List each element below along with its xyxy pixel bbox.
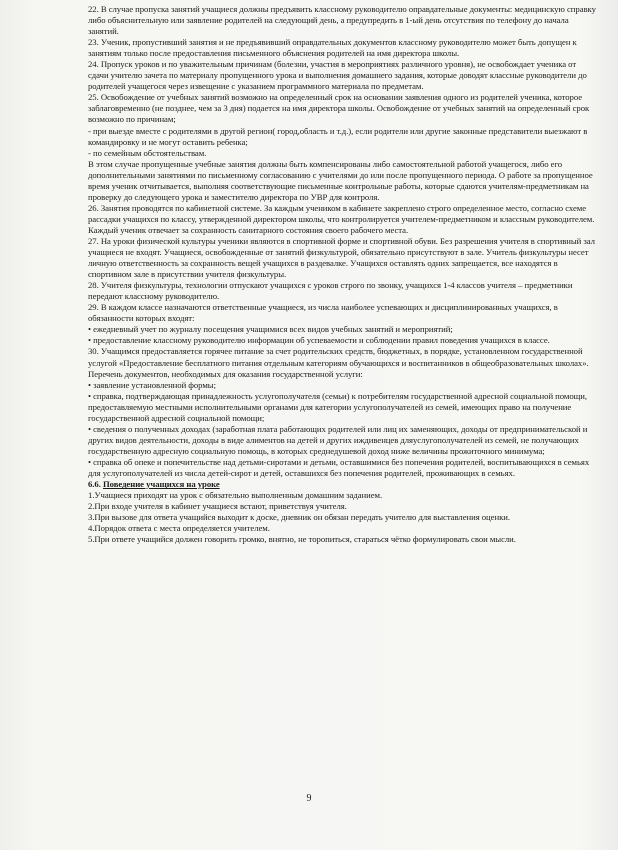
section-item-4: 4.Порядок ответа с места определяется учителем.: [88, 523, 270, 534]
paragraph-29-bullet-2: • предоставление классному руководителю информации об успеваемости и соблюдении правил поведения учащихся в классе.: [88, 335, 550, 346]
paragraph-25: 25. Освобождение от учебных занятий возможно на определенный срок на основании заявления одного из родителей ученика, которое заблаговременно (не позднее, чем за 3 дня) подается на имя директора школы. Освобождение от учебных занятий на определенный срок возможно по причинам;: [88, 92, 590, 125]
section-item-1: 1.Учащиеся приходят на урок с обязательно выполненным домашним заданием.: [88, 490, 383, 501]
section-item-5: 5.При ответе учащийся должен говорить громко, внятно, не торопиться, стараться чётко формулировать свои мысли.: [88, 534, 516, 545]
paragraph-25-reason-family: - по семейным обстоятельствам.: [88, 147, 207, 158]
page-number: 9: [306, 793, 312, 804]
paragraph-documents-list-intro: Перечень документов, необходимых для оказания государственной услуги:: [88, 368, 363, 379]
section-heading: [88, 479, 596, 490]
section-number: 6.6.: [88, 479, 101, 490]
documents-bullet-2: • справка, подтверждающая принадлежность услугополучателя (семьи) к потребителям государственной адресной социальной помощи, предоставляемую местными исполнительными органами для категории услугополучателей из семей, имеющих право на получение государственной адресной социальной помощи;: [88, 390, 587, 423]
paragraph-28: 28. Учителя физкультуры, технологии отпускают учащихся с уроков строго по звонку, учащихся 1-4 классов учителя – предметники передают классному руководителю.: [88, 280, 573, 302]
documents-bullet-4: • справка об опеке и попечительстве над детьми-сиротами и детьми, оставшимися без попечения родителей, воспитывающихся в семьях для услугополучателей из числа детей-сирот и детей, оставшихся без попечения родителей, проживающих в семьях.: [88, 456, 590, 478]
paragraph-22: 22. В случае пропуска занятий учащиеся должны предъявить классному руководителю оправдательные документы: медицинскую справку либо объяснительную или заявление родителей на следующий день, а предупредить в 1-ый день отсутствия по телефону до начала занятий.: [88, 4, 596, 37]
section-title: Поведение учащихся на уроке: [102, 479, 220, 490]
paragraph-compensation: В этом случае пропущенные учебные занятия должны быть компенсированы либо самостоятельной работой учащегося, либо его дополнительными занятиями по письменному согласованию с учителями до или после пропущенного периода. О работе за пропущенное время ученик отчитывается, выполняя соответствующие письменные контрольные работы, которые сдаются учителям-предметникам на проверку до следующего урока и заместителю директора по УВР для контроля.: [88, 158, 593, 202]
paragraph-29-bullet-1: • ежедневный учет по журналу посещения учащимися всех видов учебных занятий и мероприятий;: [88, 324, 453, 335]
paragraph-30: 30. Учащимся предоставляется горячее питание за счет родительских средств, бюджетных, в порядке, установленном государственной услугой «Предоставление бесплатного питания отдельным категориям обучающихся и воспитанников в общеобразовательных школах».: [88, 346, 589, 368]
paragraph-23: 23. Ученик, пропустивший занятия и не предъявивший оправдательных документов классному руководителю может быть допущен к занятиям только после предоставления письменного объяснения родителей на имя директора школы.: [88, 37, 577, 59]
paragraph-29: 29. В каждом классе назначаются ответственные учащиеся, из числа наиболее успевающих и дисциплинированных учащихся, в обязанности которых входят:: [88, 302, 558, 324]
paragraph-27: 27. На уроки физической культуры ученики являются в спортивной форме и спортивной обуви. Без разрешения учителя в спортивный зал учащиеся не входят. Учащиеся, освобожденные от занятий физкультурой, обязательно присутствуют в зале. Учитель физкультуры несет личную ответственность за сохранность вещей учащихся в раздевалке. Учащихся оставлять одних запрещается, все находятся в спортивном зале в присутствии учителя физкультуры.: [88, 235, 595, 280]
documents-bullet-1: • заявление установленной формы;: [88, 379, 216, 390]
section-item-3: 3.При вызове для ответа учащийся выходит к доске, дневник он обязан передать учителю для выставления оценки.: [88, 512, 510, 523]
paragraph-25-reason-travel: - при выезде вместе с родителями в другой регион( город,область и т.д.), если родители или другие законные представители выезжают в командировку и не могут оставить ребенка;: [88, 125, 588, 147]
section-item-2: 2.При входе учителя в кабинет учащиеся встают, приветствуя учителя.: [88, 501, 347, 512]
document-body: [88, 4, 596, 545]
paragraph-24: 24. Пропуск уроков и по уважительным причинам (болезни, участия в мероприятиях различного уровня), не освобождает ученика от сдачи учителю зачета по материалу пропущенного урока и выполнения домашнего задания, которые доводят классные руководители до родителей учащегося через извещение с указанием программного материала по предметам.: [88, 59, 587, 92]
paragraph-26: 26. Занятия проводятся по кабинетной системе. За каждым учеником в кабинете закреплено строго определенное место, согласно схеме рассадки учащихся по классу, утвержденной директором школы, что контролируется учителем-предметником и классным руководителем. Каждый ученик отвечает за сохранность санитарного состояния своего рабочего места.: [88, 202, 595, 235]
documents-bullet-3: • сведения о полученных доходах (заработная плата работающих родителей или лиц их заменяющих, доходы от предпринимательской и других видов деятельности, доходы в виде алиментов на детей и других иждивенцев дляуслугополучателей из семей, не получающих государственную адресную социальную помощь, в которых среднедушевой доход ниже величины прожиточного минимума;: [88, 423, 588, 456]
